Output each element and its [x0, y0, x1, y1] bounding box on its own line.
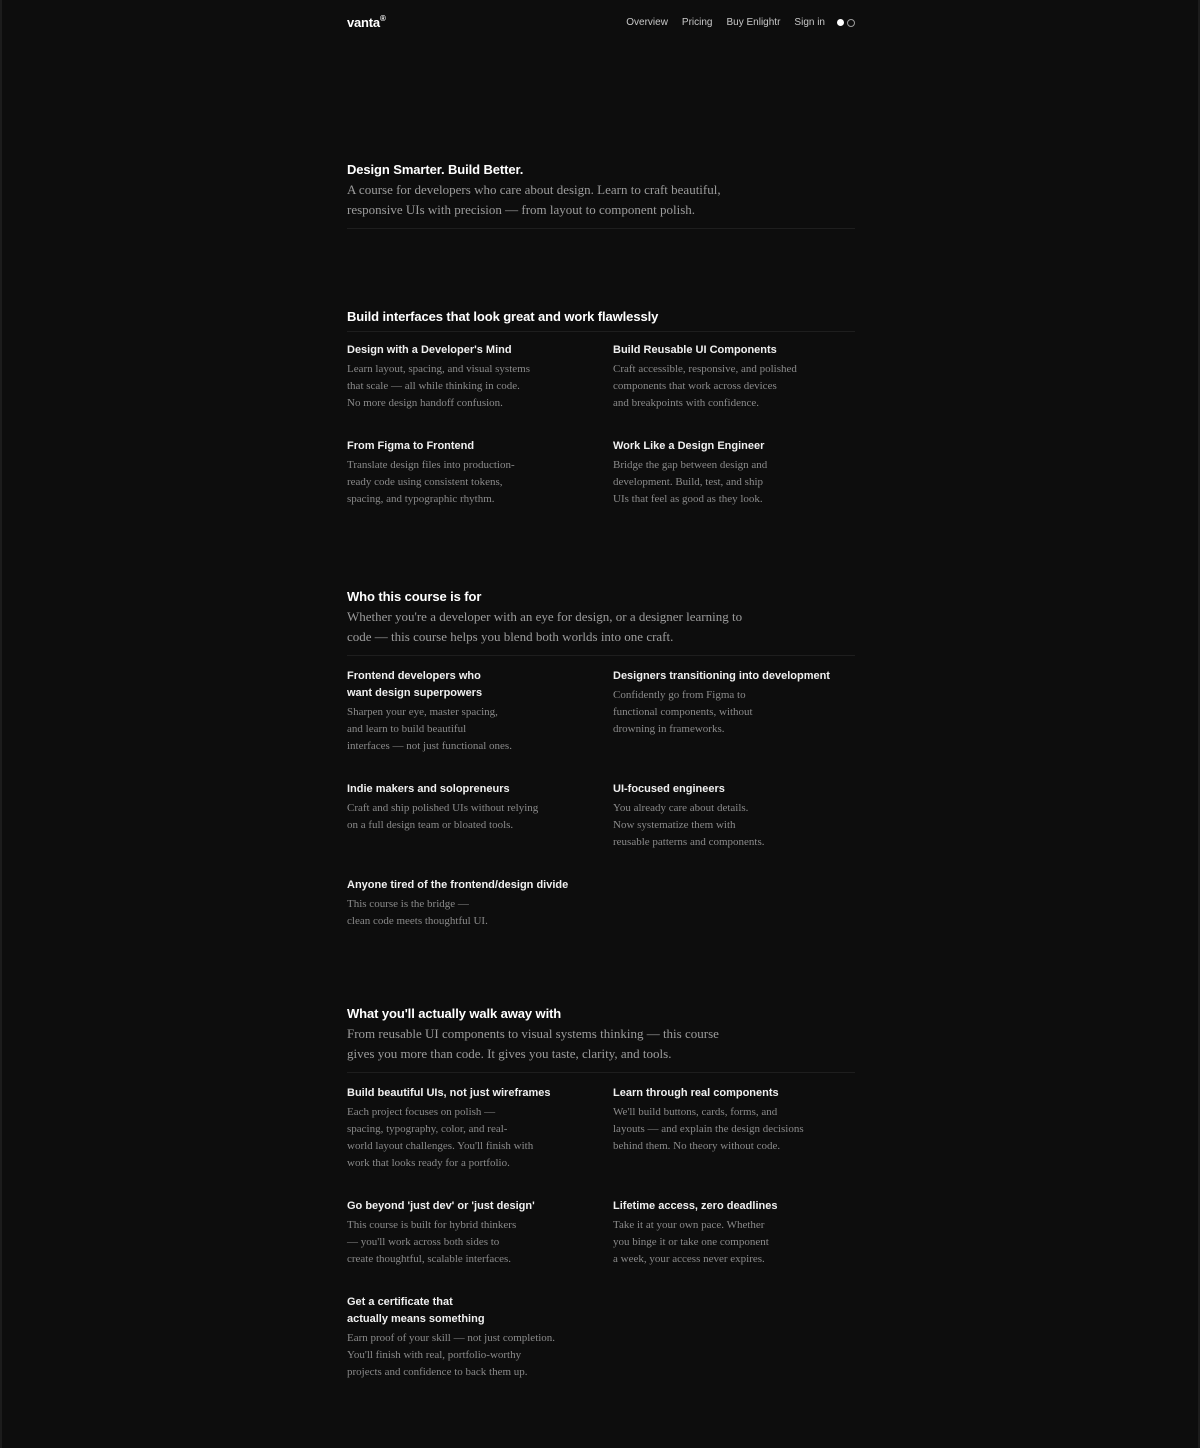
- outcome-card-title: Lifetime access, zero deadlines: [613, 1200, 778, 1212]
- nav-links: [626, 17, 855, 28]
- audience-card-body: Craft and ship polished UIs without relying on a full design team or bloated tools.: [347, 802, 539, 831]
- outcome-card: [347, 1294, 587, 1381]
- feature-card-body: Learn layout, spacing, and visual systems that scale — all while thinking in code. No more design handoff confusion.: [347, 363, 530, 409]
- feature-card-body: Craft accessible, responsive, and polished components that work across devices and breakpoints with confidence.: [613, 363, 797, 409]
- theme-dark-dot-icon[interactable]: [837, 19, 844, 26]
- nav-link-sign-in[interactable]: Sign in: [794, 17, 825, 28]
- feature-card-title: From Figma to Frontend: [347, 440, 475, 452]
- audience-title: Who this course is for: [347, 589, 482, 604]
- features-title: Build interfaces that look great and work flawlessly: [347, 309, 659, 324]
- audience-card-body: You already care about details. Now systematize them with reusable patterns and components.: [613, 802, 765, 848]
- outcome-card-title: Get a certificate that actually means something: [347, 1296, 485, 1325]
- hero-section: [347, 162, 855, 229]
- outcomes-title: What you'll actually walk away with: [347, 1006, 562, 1021]
- audience-card-body: Confidently go from Figma to functional components, without drowning in frameworks.: [613, 689, 753, 735]
- outcome-card: [347, 1085, 587, 1172]
- audience-card: [613, 668, 853, 738]
- section-divider: [347, 331, 855, 332]
- features-section: [347, 309, 855, 505]
- theme-toggle[interactable]: [837, 19, 855, 27]
- audience-card: [347, 668, 587, 755]
- section-divider: [347, 1072, 855, 1073]
- audience-card: [613, 781, 853, 851]
- audience-card: [347, 781, 587, 834]
- feature-card-title: Build Reusable UI Components: [613, 344, 777, 356]
- feature-card-title: Work Like a Design Engineer: [613, 440, 765, 452]
- outcome-card-body: Each project focuses on polish — spacing, typography, color, and real- world layout challenges. You'll finish with work that looks ready for a portfolio.: [347, 1106, 534, 1169]
- theme-light-dot-icon[interactable]: [847, 19, 855, 27]
- audience-card-body: Sharpen your eye, master spacing, and learn to build beautiful interfaces — not just functional ones.: [347, 706, 512, 752]
- audience-card-title: Frontend developers who want design superpowers: [347, 670, 483, 699]
- audience-section: [347, 589, 855, 927]
- audience-card: [347, 877, 587, 930]
- feature-card: [613, 342, 853, 412]
- outcomes-subtitle: From reusable UI components to visual systems thinking — this course gives you more than code. It gives you taste, clarity, and tools.: [347, 1026, 719, 1061]
- audience-card-title: Designers transitioning into development: [613, 670, 830, 682]
- outcome-card: [613, 1198, 853, 1268]
- hero-title: Design Smarter. Build Better.: [347, 162, 524, 177]
- outcome-card-title: Go beyond 'just dev' or 'just design': [347, 1200, 535, 1212]
- outcome-card-body: Earn proof of your skill — not just completion. You'll finish with real, portfolio-worthy projects and confidence to back them up.: [347, 1332, 556, 1378]
- outcomes-section: [347, 1006, 855, 1378]
- feature-card-body: Translate design files into production- ready code using consistent tokens, spacing, and typographic rhythm.: [347, 459, 515, 505]
- logo-text: vanta: [347, 15, 380, 30]
- outcome-card-body: This course is built for hybrid thinkers — you'll work across both sides to create thoughtful, scalable interfaces.: [347, 1219, 517, 1265]
- outcome-card-body: We'll build buttons, cards, forms, and layouts — and explain the design decisions behind them. No theory without code.: [613, 1106, 804, 1152]
- outcome-card-title: Build beautiful UIs, not just wireframes: [347, 1087, 551, 1099]
- logo-mark: ®: [379, 14, 386, 23]
- audience-card-title: Anyone tired of the frontend/design divide: [347, 879, 569, 891]
- feature-card-title: Design with a Developer's Mind: [347, 344, 512, 356]
- audience-card-title: Indie makers and solopreneurs: [347, 783, 510, 795]
- outcome-card: [347, 1198, 587, 1268]
- nav-link-buy[interactable]: Buy Enlightr: [726, 17, 781, 28]
- section-divider: [347, 655, 855, 656]
- feature-card: [613, 438, 853, 508]
- frame-border-left: [0, 0, 2, 1448]
- logo[interactable]: [347, 15, 386, 30]
- feature-card-body: Bridge the gap between design and development. Build, test, and ship UIs that feel as good as they look.: [613, 459, 768, 505]
- top-nav: [347, 14, 855, 32]
- audience-subtitle: Whether you're a developer with an eye for design, or a designer learning to code — this course helps you blend both worlds into one craft.: [347, 609, 743, 644]
- outcome-card: [613, 1085, 853, 1155]
- feature-card: [347, 342, 587, 412]
- audience-card-body: This course is the bridge — clean code meets thoughtful UI.: [347, 898, 488, 927]
- outcome-card-body: Take it at your own pace. Whether you binge it or take one component a week, your access never expires.: [613, 1219, 769, 1265]
- hero-subtitle: A course for developers who care about design. Learn to craft beautiful, responsive UIs with precision — from layout to component polish.: [347, 182, 721, 217]
- feature-card: [347, 438, 587, 508]
- section-divider: [347, 228, 855, 229]
- audience-card-title: UI-focused engineers: [613, 783, 725, 795]
- nav-link-pricing[interactable]: Pricing: [681, 17, 713, 28]
- nav-link-overview[interactable]: Overview: [626, 17, 668, 28]
- outcome-card-title: Learn through real components: [613, 1087, 779, 1099]
